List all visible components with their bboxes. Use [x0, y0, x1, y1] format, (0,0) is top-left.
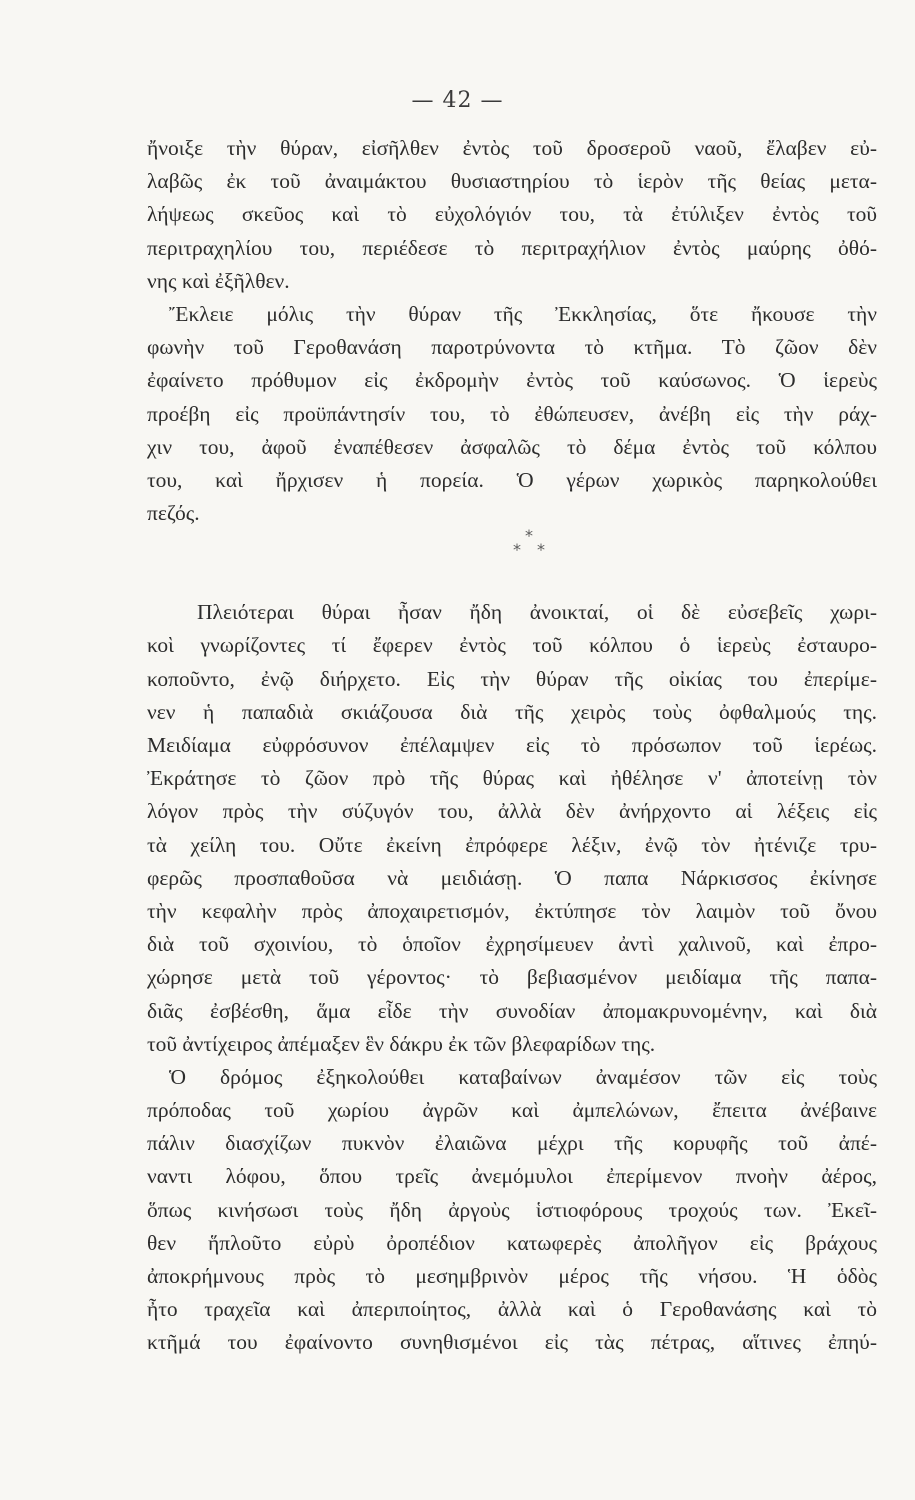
- text-line: λαβῶς ἐκ τοῦ ἀναιμάκτου θυσιαστηρίου τὸ ἱερὸν τῆς θείας μετα-: [147, 169, 877, 194]
- text-line: τὰ χείλη του. Οὔτε ἐκείνη ἐπρόφερε λέξιν, ἐνῷ τὸν ἠτένιζε τρυ-: [147, 832, 877, 857]
- text-line: πρόποδας τοῦ χωρίου ἀγρῶν καὶ ἀμπελώνων, ἔπειτα ἀνέβαινε: [147, 1098, 877, 1123]
- text-line: λήψεως σκεῦος καὶ τὸ εὐχολόγιόν του, τὰ ἐτύλιξεν ἐντὸς τοῦ: [147, 202, 877, 227]
- page-number: — 42 —: [411, 88, 504, 113]
- page-body: [147, 132, 877, 1360]
- text-line: κοὶ γνωρίζοντες τί ἔφερεν ἐντὸς τοῦ κόλπου ὁ ἱερεὺς ἐσταυρο-: [147, 633, 877, 658]
- asterism-separator: [147, 526, 877, 596]
- asterism-star: *: [513, 540, 521, 560]
- text-line: Ἐκράτησε τὸ ζῶον πρὸ τῆς θύρας καὶ ἠθέλησε ν' ἀποτείνῃ τὸν: [147, 766, 877, 791]
- text-line: λόγον πρὸς τὴν σύζυγόν του, ἀλλὰ δὲν ἀνήρχοντο αἱ λέξεις εἰς: [147, 799, 877, 824]
- text-line: νεν ἡ παπαδιὰ σκιάζουσα διὰ τῆς χειρὸς τοὺς ὀφθαλμούς της.: [147, 699, 877, 724]
- asterism-star: *: [525, 526, 533, 546]
- text-line: χιν του, ἀφοῦ ἐναπέθεσεν ἀσφαλῶς τὸ δέμα ἐντὸς τοῦ κόλπου: [147, 434, 877, 459]
- text-line: τοῦ ἀντίχειρος ἀπέμαξεν ἓν δάκρυ ἐκ τῶν βλεφαρίδων της.: [147, 1031, 656, 1056]
- text-line: ἤνοιξε τὴν θύραν, εἰσῆλθεν ἐντὸς τοῦ δροσεροῦ ναοῦ, ἔλαβεν εὐ-: [147, 136, 877, 160]
- paragraph-3: [147, 596, 877, 1061]
- text-line: Πλειότεραι θύραι ἦσαν ἤδη ἀνοικταί, οἱ δὲ εὐσεβεῖς χωρι-: [197, 600, 877, 625]
- text-line: διὰ τοῦ σχοινίου, τὸ ὁποῖον ἐχρησίμευεν ἀντὶ χαλινοῦ, καὶ ἐπρο-: [147, 932, 877, 957]
- text-line: νης καὶ ἐξῆλθεν.: [147, 268, 290, 293]
- text-line: ἀποκρήμνους πρὸς τὸ μεσημβρινὸν μέρος τῆς νήσου. Ἡ ὁδὸς: [147, 1264, 877, 1288]
- text-line: κοποῦντο, ἐνῷ διήρχετο. Εἰς τὴν θύραν τῆς οἰκίας του ἐπερίμε-: [147, 666, 877, 691]
- text-line: χώρησε μετὰ τοῦ γέροντος· τὸ βεβιασμένον μειδίαμα τῆς παπα-: [147, 965, 877, 990]
- asterism-star: *: [537, 540, 545, 560]
- text-line: ἦτο τραχεῖα καὶ ἀπεριποίητος, ἀλλὰ καὶ ὁ Γεροθανάσης καὶ τὸ: [147, 1297, 877, 1322]
- text-line: Ἔκλειε μόλις τὴν θύραν τῆς Ἐκκλησίας, ὅτε ἤκουσε τὴν: [169, 301, 877, 326]
- text-line: περιτραχηλίου του, περιέδεσε τὸ περιτραχήλιον ἐντὸς μαύρης ὀθό-: [147, 235, 877, 260]
- text-line: του, καὶ ἤρχισεν ἡ πορεία. Ὁ γέρων χωρικὸς παρηκολούθει: [147, 467, 877, 492]
- text-line: θεν ἥπλοῦτο εὐρὺ ὀροπέδιον κατωφερὲς ἀπολῆγον εἰς βράχους: [147, 1230, 877, 1255]
- text-line: φερῶς προσπαθοῦσα νὰ μειδιάσῃ. Ὁ παπα Νάρκισσος ἐκίνησε: [147, 865, 877, 890]
- text-line: τὴν κεφαλὴν πρὸς ἀποχαιρετισμόν, ἐκτύπησε τὸν λαιμὸν τοῦ ὄνου: [147, 898, 877, 923]
- text-line: Ὁ δρόμος ἐξηκολούθει καταβαίνων ἀναμέσον τῶν εἰς τοὺς: [169, 1064, 877, 1089]
- text-line: κτῆμά του ἐφαίνοντο συνηθισμένοι εἰς τὰς πέτρας, αἵτινες ἐπηύ-: [147, 1330, 877, 1355]
- text-line: πεζός.: [147, 501, 200, 526]
- text-line: φωνὴν τοῦ Γεροθανάση παροτρύνοντα τὸ κτῆμα. Τὸ ζῶον δὲν: [147, 335, 877, 360]
- paragraph-2: [147, 298, 877, 530]
- text-line: Μειδίαμα εὐφρόσυνον ἐπέλαμψεν εἰς τὸ πρόσωπον τοῦ ἱερέως.: [147, 733, 877, 757]
- text-line: ἐφαίνετο πρόθυμον εἰς ἐκδρομὴν ἐντὸς τοῦ καύσωνος. Ὁ ἱερεὺς: [147, 368, 877, 393]
- text-line: πάλιν διασχίζων πυκνὸν ἐλαιῶνα μέχρι τῆς κορυφῆς τοῦ ἀπέ-: [147, 1131, 877, 1156]
- paragraph-4: [147, 1061, 877, 1360]
- text-line: προέβη εἰς προϋπάντησίν του, τὸ ἐθώπευσεν, ἀνέβη εἰς τὴν ράχ-: [147, 401, 877, 426]
- paragraph-1: [147, 132, 877, 298]
- text-line: διᾶς ἐσβέσθη, ἅμα εἶδε τὴν συνοδίαν ἀπομακρυνομένην, καὶ διὰ: [147, 998, 877, 1023]
- text-line: ναντι λόφου, ὅπου τρεῖς ἀνεμόμυλοι ἐπερίμενον πνοὴν ἀέρος,: [147, 1164, 877, 1189]
- text-line: ὅπως κινήσωσι τοὺς ἤδη ἀργοὺς ἱστιοφόρους τροχούς των. Ἐκεῖ-: [147, 1197, 877, 1222]
